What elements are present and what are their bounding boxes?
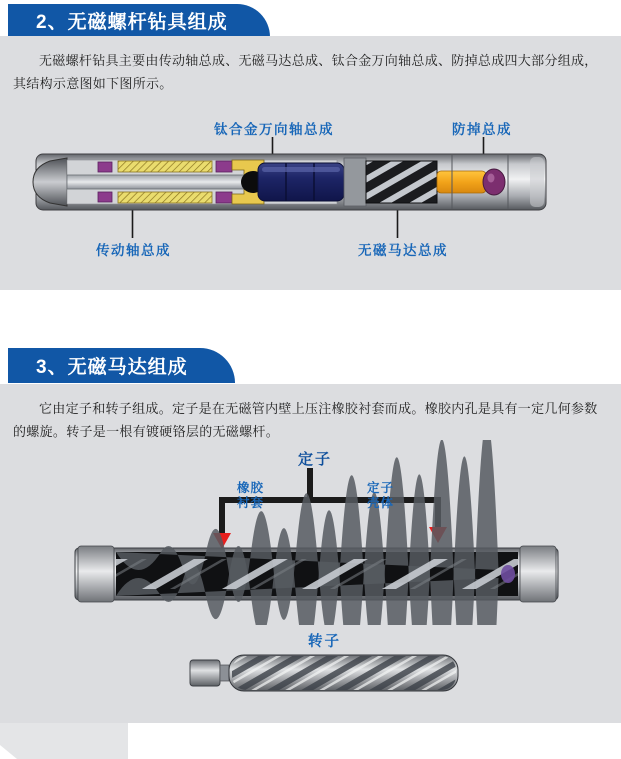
section-3-title: 3、无磁马达组成 bbox=[36, 357, 188, 378]
label-stator-word-line: 定子 bbox=[367, 481, 395, 495]
label-nonmagnetic-motor-assembly: 无磁马达总成 bbox=[358, 243, 448, 258]
section-3-paragraph: 它由定子和转子组成。定子是在无磁管内壁上压注橡胶衬套而成。橡胶内孔是具有一定几何参数的螺旋。转子是一根有镀硬铬层的无磁螺杆。 bbox=[13, 401, 598, 439]
section-3-header-banner bbox=[8, 348, 235, 383]
rotor-drawing bbox=[190, 655, 458, 691]
label-stator: 定子 bbox=[297, 451, 332, 468]
drill-tool-drawing bbox=[33, 154, 546, 210]
label-drive-shaft-assembly: 传动轴总成 bbox=[96, 243, 171, 258]
label-stator-shell bbox=[367, 481, 394, 511]
label-rubber-line: 橡胶 bbox=[237, 481, 265, 495]
label-anti-drop-assembly: 防掉总成 bbox=[452, 122, 512, 137]
label-rubber-bushing bbox=[237, 481, 264, 511]
label-shell-line: 壳体 bbox=[367, 496, 395, 510]
section-2-header-banner bbox=[8, 4, 270, 37]
label-bushing-line: 衬套 bbox=[237, 496, 265, 510]
label-rotor: 转子 bbox=[308, 634, 341, 650]
section-2-paragraph: 无磁螺杆钻具主要由传动轴总成、无磁马达总成、钛合金万向轴总成、防掉总成四大部分组成，其结构示意图如下图所示。 bbox=[13, 53, 598, 91]
section-2-title: 2、无磁螺杆钻具组成 bbox=[36, 12, 228, 33]
rotor-diagram bbox=[0, 648, 621, 704]
page-footer-decoration bbox=[0, 723, 128, 759]
label-titanium-universal-shaft: 钛合金万向轴总成 bbox=[214, 122, 334, 137]
